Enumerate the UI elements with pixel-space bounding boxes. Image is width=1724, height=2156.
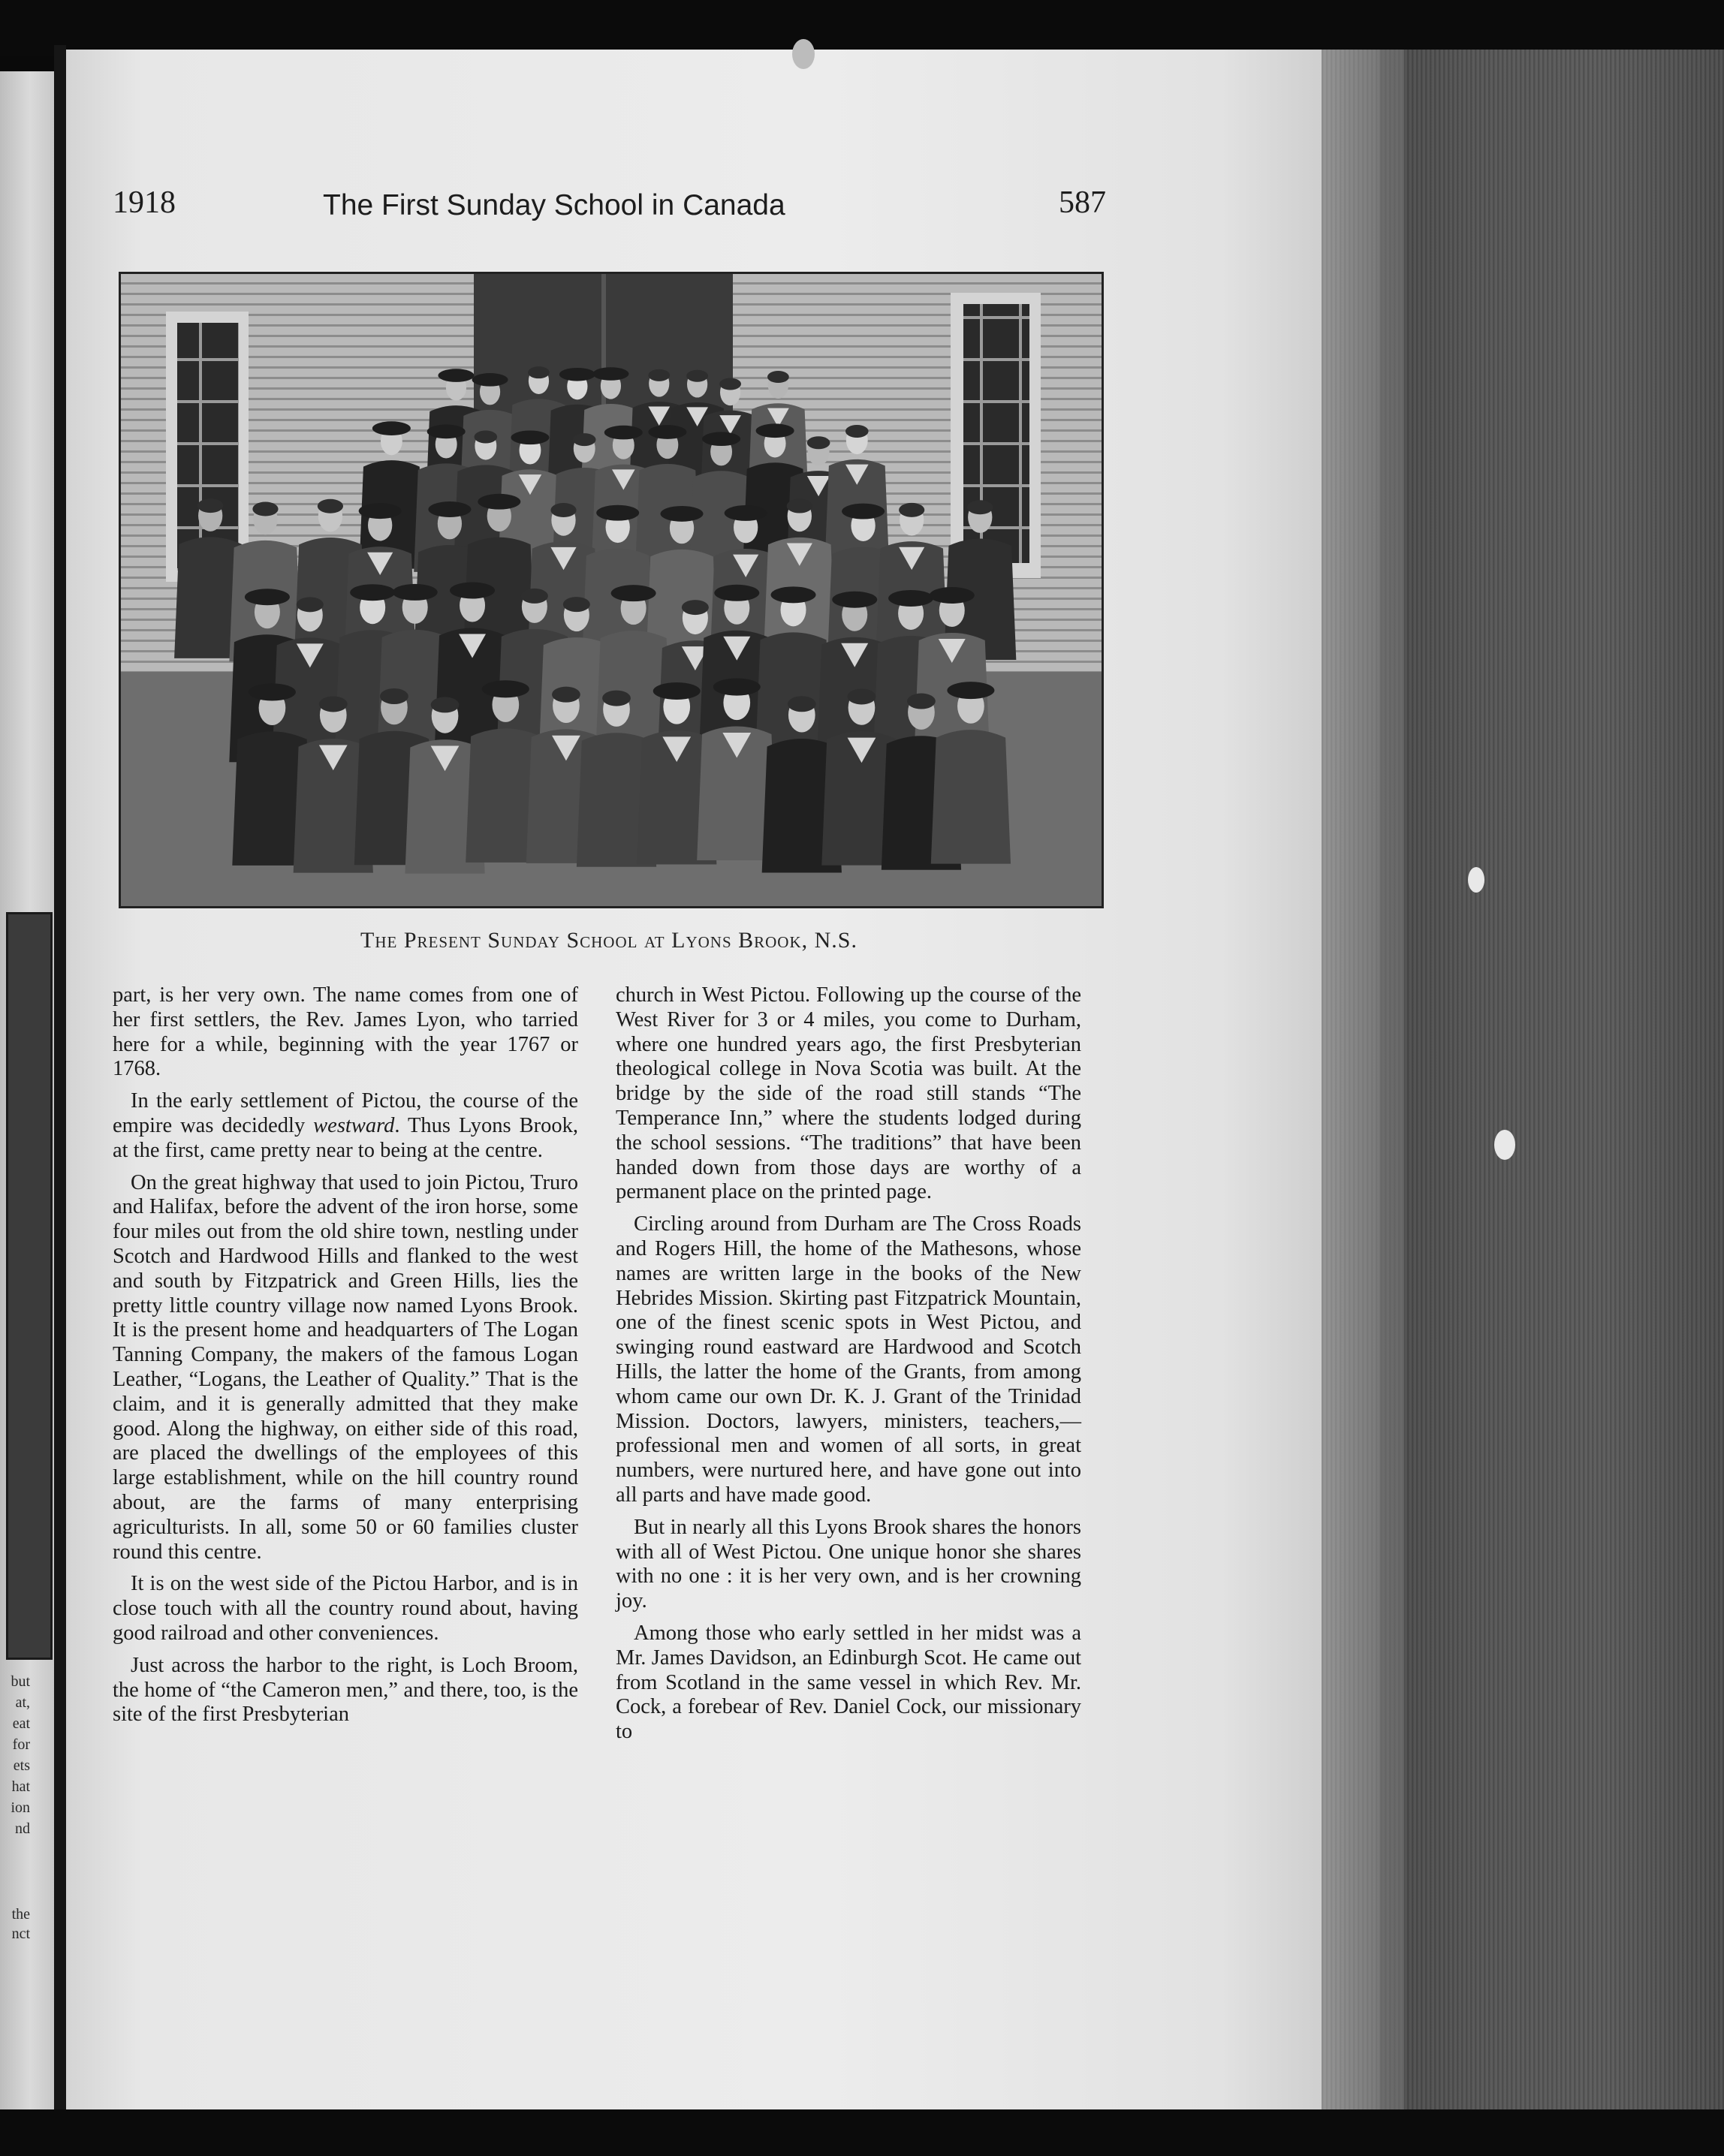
figure-hair — [719, 378, 741, 390]
figure-hair — [682, 600, 709, 615]
figure-hair — [528, 366, 550, 378]
paragraph-text: In the early settlement of Pictou, the course of the empire was decidedly westward. Thus Lyons Brook, at the first, came pretty near to being at the centre. — [113, 1089, 578, 1162]
figure-hat — [842, 504, 885, 519]
figure-hat — [559, 368, 595, 381]
book-gutter — [54, 45, 66, 2109]
paragraph: But in nearly all this Lyons Brook shares the honors with all of West Pictou. One unique honor she shares with no one : it is her very own, and is her crowning joy. — [616, 1515, 1081, 1613]
dust-speck — [792, 39, 815, 69]
figure-hair — [521, 589, 548, 604]
figure-hat — [511, 430, 549, 444]
previous-page-fragment: hat — [11, 1778, 30, 1795]
previous-page-fragment: the — [11, 1906, 30, 1923]
page-number: 587 — [1059, 185, 1106, 220]
figure-hat — [450, 582, 495, 598]
figure-hat — [478, 494, 520, 510]
previous-page-fragment: but — [11, 1673, 30, 1690]
previous-page-fragment: ion — [11, 1799, 30, 1816]
figure-hair — [563, 597, 590, 612]
figure-hair — [318, 499, 343, 513]
figure-hair — [297, 597, 324, 612]
group-photograph — [119, 272, 1104, 908]
figure-hair — [550, 503, 576, 517]
figure-hair — [848, 688, 876, 704]
figure-hat — [372, 421, 411, 435]
figure-hat — [482, 680, 529, 697]
figure-hat — [611, 585, 656, 601]
figure-hat — [245, 589, 290, 605]
paragraph: Circling around from Durham are The Cross Roads and Rogers Hill, the home of the Mathesons, whose names are written large in the books of the New Hebrides Mission. Skirting past Fitzpatrick Mountain, one of the finest scenic spots in West Pictou, and swinging round eastward are Hardwood and Scotch Hills, the latter the home of the Grants, from among whom came our own Dr. K. J. Grant of the Trinidad Mission. Doctors, lawyers, ministers, teachers,—professional men and women of all sorts, in great numbers, were nurtured here, and have gone out into all parts and have made good. — [616, 1212, 1081, 1507]
figure-hat — [756, 423, 794, 438]
window-left — [177, 323, 239, 571]
figure-hat — [725, 505, 767, 521]
figure-hat — [472, 373, 508, 387]
figure-hat — [427, 424, 466, 438]
figure-hat — [771, 586, 816, 603]
paragraph: It is on the west side of the Pictou Harbor, and is in close touch with all the country round about, having good railroad and other conveniences. — [113, 1572, 578, 1645]
paragraph: Just across the harbor to the right, is Loch Broom, the home of “the Cameron men,” and there, too, is the site of the first Presbyterian — [113, 1653, 578, 1727]
page-stack-highlight — [1322, 50, 1404, 2109]
running-title: The First Sunday School in Canada — [323, 189, 785, 221]
paragraph: On the great highway that used to join Pictou, Truro and Halifax, before the advent of the iron horse, some four miles out from the old shire town, nestling under Scotch and Hardwood Hills and flanked to the west and south by Fitzpatrick and Green Hills, lies the pretty little country village now named Lyons Brook. It is the present home and headquarters of The Logan Tanning Company, the makers of the famous Logan Leather, “Logans, the Leather of Quality.” That is the claim, and it is generally admitted that they make good. Along the highway, on either side of this road, are placed the dwellings of the employees of this large establishment, while on the hill country round about, are the farms of many enterprising agriculturists. In all, some 50 or 60 families cluster round this centre. — [113, 1170, 578, 1564]
figure-hair — [431, 697, 460, 712]
figure-hat — [592, 367, 628, 381]
figure-hat — [930, 587, 975, 604]
emphasis: westward — [313, 1113, 395, 1137]
previous-page-fragment: at, — [15, 1694, 30, 1711]
figure-hair — [787, 499, 812, 513]
figure-hat — [359, 503, 402, 519]
figure-hair — [967, 500, 993, 514]
paragraph — [113, 1089, 578, 1163]
figure-hat — [832, 592, 877, 608]
figure-hair — [788, 696, 816, 712]
figure-hair — [602, 691, 631, 706]
figure-hat — [653, 682, 701, 700]
figure-hat — [596, 505, 639, 521]
figure-hair — [197, 498, 223, 513]
figure-hair — [845, 425, 869, 438]
figure-hair — [475, 431, 498, 444]
previous-page-fragment: eat — [12, 1715, 30, 1732]
figure-hair — [807, 436, 830, 449]
previous-page-fragment: nd — [15, 1820, 30, 1837]
figure-hair — [907, 694, 936, 709]
dust-speck — [1468, 867, 1484, 893]
photo-caption: The Present Sunday School at Lyons Brook, N.S. — [360, 928, 857, 953]
scan-bottom-border — [0, 2109, 1724, 2156]
photo-illustration — [121, 274, 1102, 906]
figure-hat — [393, 584, 438, 601]
figure-hat — [947, 682, 994, 699]
header-year: 1918 — [113, 185, 176, 220]
figure-hair — [573, 433, 596, 446]
figure-hair — [767, 371, 789, 383]
figure-hair — [252, 502, 278, 516]
previous-page-fragment: nct — [11, 1926, 30, 1942]
text-column-left — [113, 983, 578, 1735]
figure-hat — [249, 683, 296, 700]
scan-top-border — [0, 0, 1724, 56]
previous-page-fragment: ets — [13, 1757, 30, 1774]
text-column-right — [616, 983, 1081, 1752]
figure-hair — [380, 688, 408, 704]
figure-hat — [661, 506, 704, 522]
figure-hat — [438, 369, 474, 382]
figure-hair — [552, 687, 580, 703]
figure-hair — [648, 369, 670, 381]
figure-body — [931, 730, 1011, 864]
paragraph: Among those who early settled in her midst was a Mr. James Davidson, an Edinburgh Scot. He came out from Scotland in the same vessel in which Rev. Mr. Cock, a forebear of Rev. Daniel Cock, our missionary to — [616, 1621, 1081, 1744]
figure-hat — [350, 584, 395, 601]
figure-hair — [686, 370, 708, 382]
previous-page-fragment: for — [12, 1736, 30, 1753]
previous-page-photo-sliver — [6, 912, 53, 1660]
paragraph: church in West Pictou. Following up the course of the West River for 3 or 4 miles, you come to Durham, where one hundred years ago, the first Presbyterian theological college in Nova Scotia was built. At the bridge by the side of the road still stands “The Temperance Inn,” where the students lodged during the school sessions. “The traditions” that have been handed down from those days are worthy of a permanent place on the printed page. — [616, 983, 1081, 1204]
figure-hat — [428, 501, 471, 517]
figure-hair — [899, 503, 924, 517]
paragraph: part, is her very own. The name comes from one of her first settlers, the Rev. James Lyon, who tarried here for a while, beginning with the year 1767 or 1768. — [113, 983, 578, 1081]
figure-hat — [888, 590, 933, 607]
figure-hat — [604, 426, 643, 440]
figure-hat — [648, 425, 686, 439]
figure-hat — [713, 679, 761, 696]
figure-hat — [702, 432, 740, 446]
figure-hat — [714, 585, 759, 601]
figure-hair — [319, 696, 348, 712]
dust-speck — [1494, 1130, 1515, 1160]
